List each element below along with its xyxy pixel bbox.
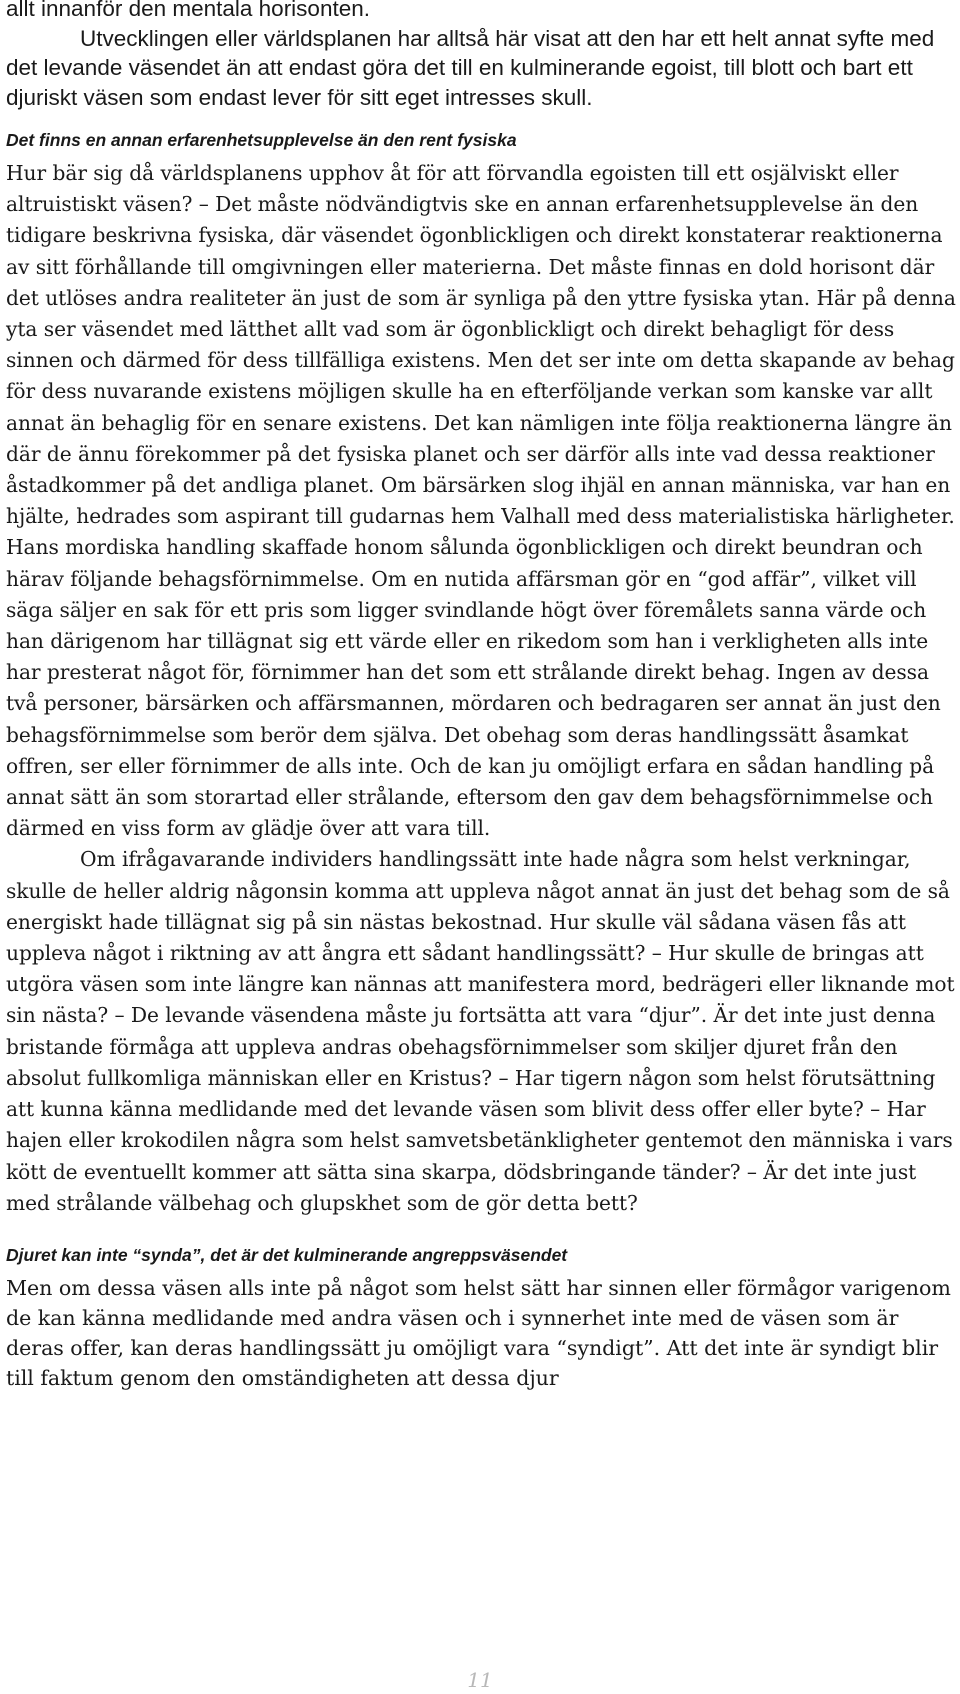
intro-first-line: allt innanför den mentala horisonten. <box>6 0 370 21</box>
document-page <box>6 0 956 1393</box>
section-heading-2: Djuret kan inte “synda”, det är det kulminerande angreppsväsendet <box>6 1244 568 1265</box>
section2-paragraph: Men om dessa väsen alls inte på något som helst sätt har sinnen eller förmågor varigenom de kan känna medlidande med andra väsen och i synnerhet inte med de väsen som är deras offer, kan deras handlingssätt ju omöjligt vara “syndigt”. Att det inte är syndigt blir till faktum genom den omständigheten att dessa djur <box>6 1275 951 1390</box>
section-heading-1: Det finns en annan erfarenhetsupplevelse än den rent fysiska <box>6 130 517 150</box>
intro-paragraph: Utvecklingen eller världsplanen har alltså här visat att den har ett helt annat syfte med det levande väsendet än att endast göra det till en kulminerande egoist, till blott och bart ett djuriskt väsen som endast lever för sitt eget intresses skull. <box>6 25 935 110</box>
section1-paragraph-1: Hur bär sig då världsplanens upphov åt för att förvandla egoisten till ett osjälviskt eller altruistiskt väsen? – Det måste nödvändigtvis ske en annan erfarenhetsupplevelse än den tidigare beskrivna fysiska, där väsendet ögonblickligen och direkt konstaterar reaktionerna av sitt förhållande till omgivningen eller materierna. Det måste finnas en dold horisont där det utlöses andra realiteter än just de som är synliga på den yttre fysiska ytan. Här på denna yta ser väsendet med lätthet allt vad som är ögonblickligt och direkt behagligt för dess sinnen och därmed för dess tillfälliga existens. Men det ser inte om detta skapande av behag för dess nuvarande existens möjligen skulle ha en efterföljande verkan som kanske var allt annat än behaglig för en senare existens. Det kan nämligen inte följa reaktionerna längre än där de ännu förekommer på det fysiska planet och ser därför alls inte vad dessa reaktioner åstadkommer på det andliga planet. Om bärsärken slog ihjäl en annan människa, var han en hjälte, hedrades som aspirant till gudarnas hem Valhall med dess materialistiska härligheter. Hans mordiska handling skaffade honom sålunda ögonblickligen och direkt beundran och härav följande behagsförnimmelse. Om en nutida affärsman gör en “god affär”, vilket vill säga säljer en sak för ett pris som ligger svindlande högt över föremålets sanna värde och han därigenom har tillägnat sig ett värde eller en rikedom som han i verkligheten alls inte har presterat något för, förnimmer han det som ett strålande direkt behag. Ingen av dessa två personer, bärsärken och affärsmannen, mördaren och bedragaren ser annat än just den behagsförnimmelse som berör dem själva. Det obehag som deras handlingssätt åsamkat offren, ser eller förnimmer de alls inte. Och de kan ju omöjligt erfara en sådan handling på annat sätt än som storartad eller strålande, eftersom den gav dem behagsförnimmelse och därmed en viss form av glädje över att vara till. <box>6 161 956 841</box>
page-number: 11 <box>467 1668 493 1692</box>
section1-paragraph-2: Om ifrågavarande individers handlingssätt inte hade några som helst verkningar, skulle de heller aldrig någonsin komma att uppleva något annat än just det behag som de så energiskt hade tillägnat sig på sin nästas bekostnad. Hur skulle väl sådana väsen fås att uppleva något i riktning av att ångra ett sådant handlingssätt? – Hur skulle de bringas att utgöra väsen som inte längre kan nännas att manifestera mord, bedrägeri eller liknande mot sin nästa? – De levande väsendena måste ju fortsätta att vara “djur”. Är det inte just denna bristande förmåga att uppleva andras obehagsförnimmelser som skiljer djuret från den absolut fullkomliga människan eller en Kristus? – Har tigern någon som helst förutsättning att kunna känna medlidande med det levande väsen som blivit dess offer eller byte? – Har hajen eller krokodilen några som helst samvetsbetänkligheter gentemot den människa i vars kött de eventuellt kommer att sätta sina skarpa, dödsbringande tänder? – Är det inte just med strålande välbehag och glupskhet som de gör detta bett? <box>6 847 955 1215</box>
